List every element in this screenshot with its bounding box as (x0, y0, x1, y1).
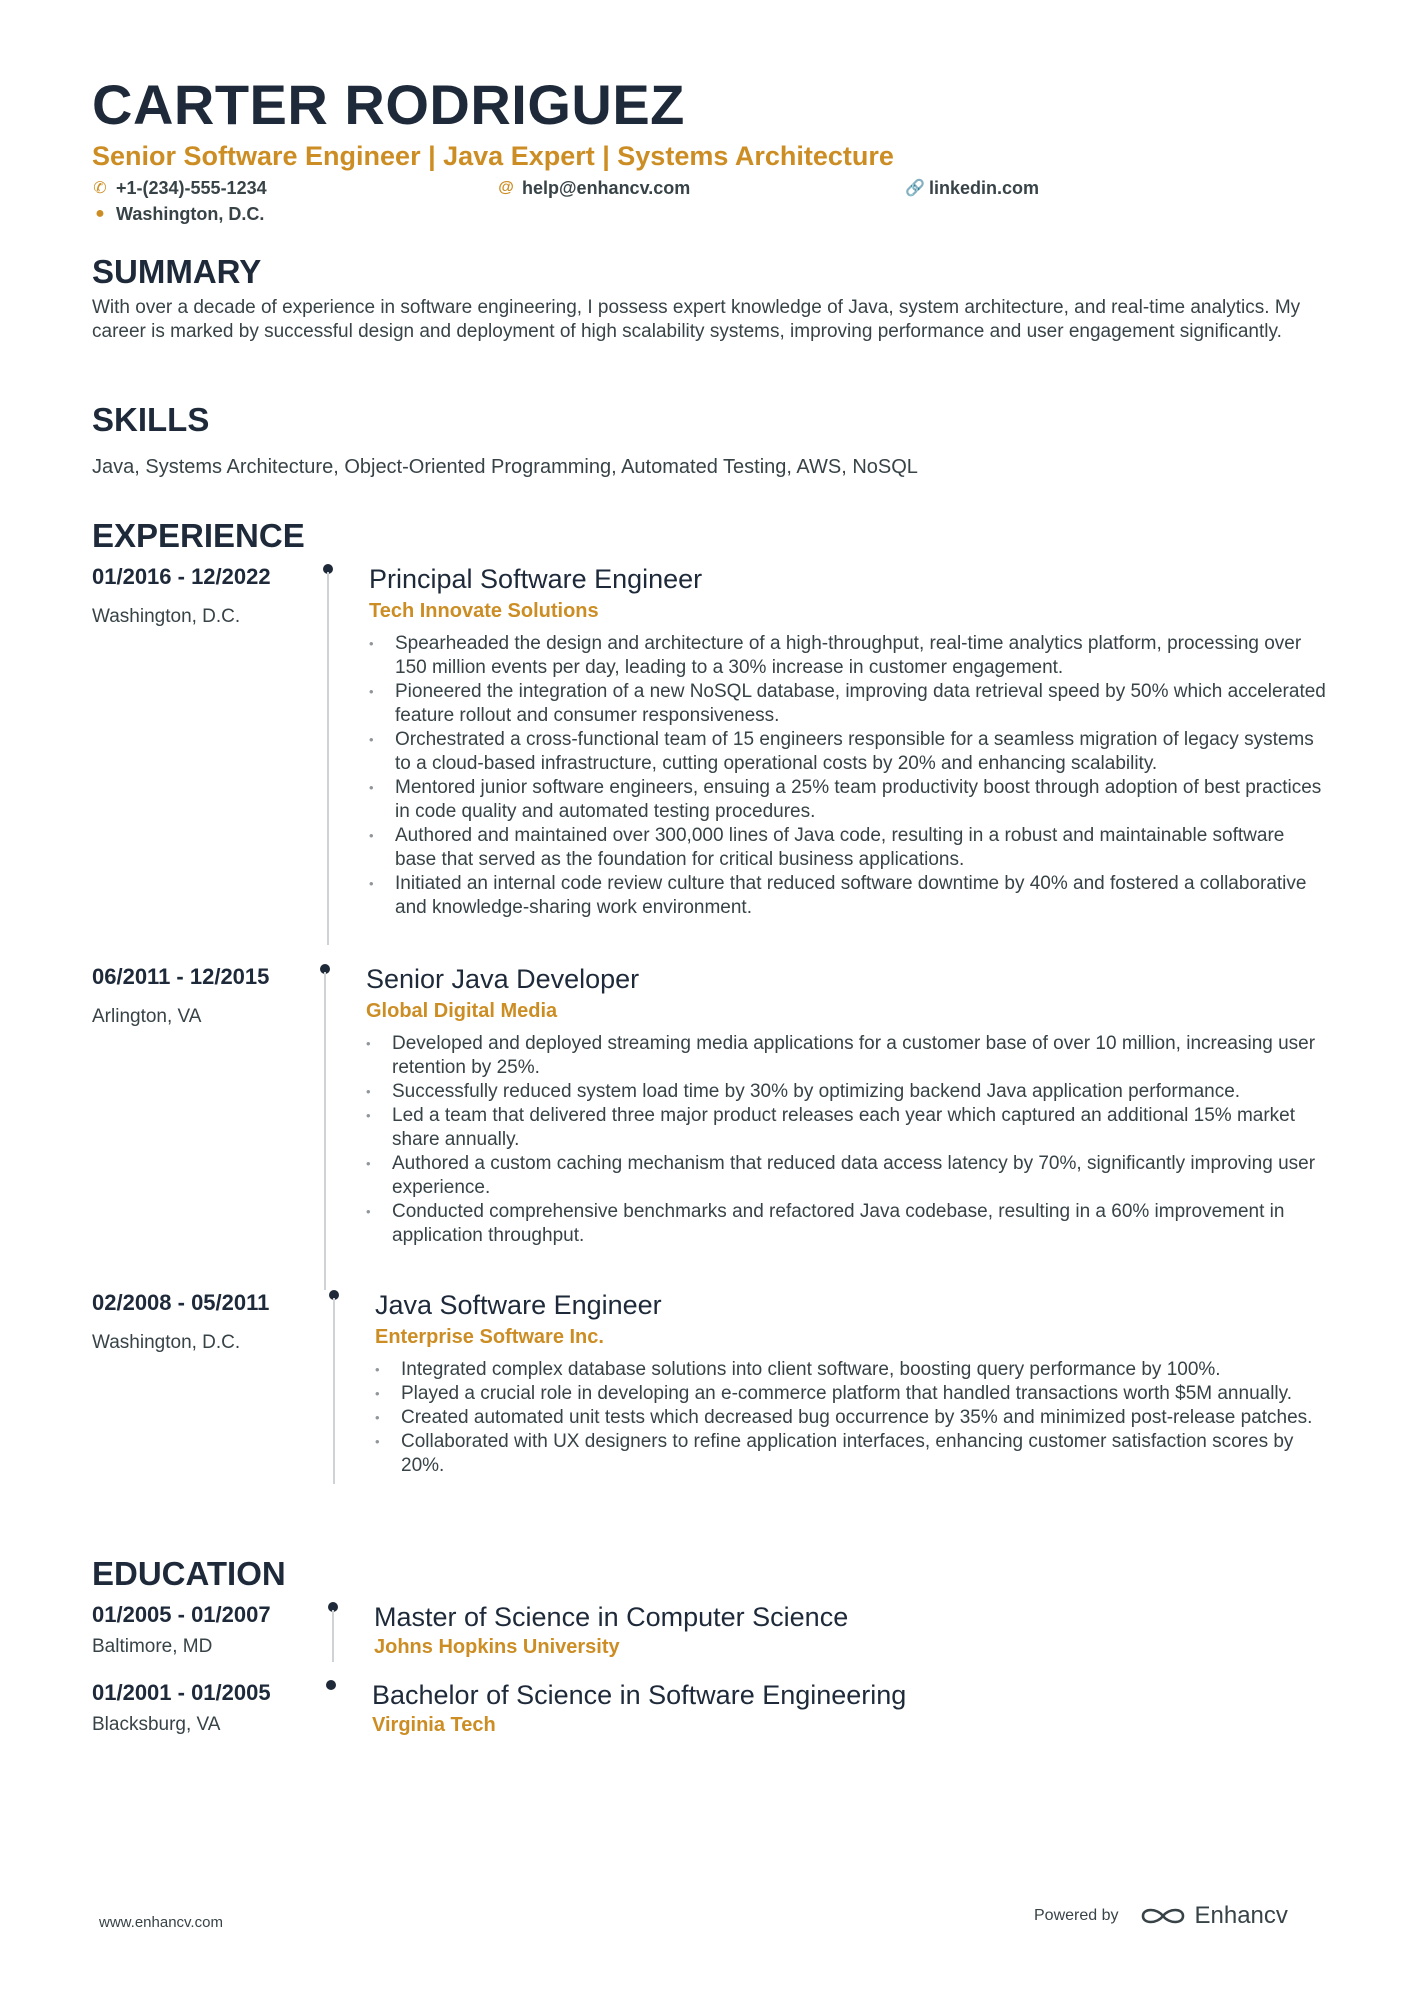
contact-linkedin[interactable] (905, 178, 1039, 199)
entry-dates: 01/2005 - 01/2007 (92, 1602, 271, 1627)
entry-location: Washington, D.C. (92, 606, 241, 627)
timeline-line (327, 572, 329, 945)
resume-page (92, 73, 1332, 1736)
timeline-dot (326, 1680, 336, 1690)
experience-entry (92, 964, 1332, 1284)
entry-school: Virginia Tech (372, 1714, 496, 1736)
contact-info (92, 178, 1332, 234)
entry-dates: 02/2008 - 05/2011 (92, 1290, 270, 1315)
entry-location: Blacksburg, VA (92, 1714, 221, 1735)
list-item: • Played a crucial role in developing an e-commerce platform that handled transactions worth $5M annually. (373, 1382, 1333, 1406)
phone-icon: ✆ (93, 180, 107, 198)
entry-company: Enterprise Software Inc. (375, 1326, 604, 1348)
list-item: • Pioneered the integration of a new NoSQL database, improving data retrieval speed by 50% which accelerated feature rollout and consumer responsiveness. (367, 680, 1327, 728)
list-item: • Collaborated with UX designers to refine application interfaces, enhancing customer satisfaction scores by 20%. (373, 1430, 1333, 1478)
experience-section (92, 516, 1332, 556)
candidate-name: CARTER RODRIGUEZ (92, 73, 685, 136)
experience-entry (92, 1290, 1332, 1540)
location-pin-icon: ● (95, 205, 105, 223)
entry-school: Johns Hopkins University (374, 1636, 620, 1658)
summary-text: With over a decade of experience in software engineering, I possess expert knowledge of Java, system architecture, and real-time analytics. My career is marked by successful design and deployment of high scalability systems, improving performance and user engagement significantly. (92, 296, 1301, 342)
link-icon: 🔗 (905, 180, 925, 198)
phone-text: +1-(234)-555-1234 (116, 177, 267, 198)
entry-degree: Master of Science in Computer Science (374, 1602, 849, 1632)
entry-bullets (367, 632, 1327, 920)
list-item: • Mentored junior software engineers, ensuing a 25% team productivity boost through adoption of best practices in code quality and automated testing procedures. (367, 776, 1327, 824)
entry-dates: 01/2016 - 12/2022 (92, 564, 271, 589)
enhancv-logo[interactable] (1139, 1902, 1288, 1930)
contact-email[interactable] (498, 178, 690, 199)
linkedin-text: linkedin.com (929, 177, 1040, 198)
list-item: • Integrated complex database solutions into client software, boosting query performance by 100%. (373, 1358, 1333, 1382)
list-item: • Orchestrated a cross-functional team of 15 engineers responsible for a seamless migration of legacy systems to a cloud-based infrastructure, cutting operational costs by 20% and enhancing scalability. (367, 728, 1327, 776)
entry-degree: Bachelor of Science in Software Engineering (372, 1680, 907, 1710)
skills-heading: SKILLS (92, 401, 210, 438)
education-heading: EDUCATION (92, 1555, 286, 1592)
list-item: • Spearheaded the design and architecture of a high-throughput, real-time analytics platform, processing over 150 million events per day, leading to a 30% increase in customer engagement. (367, 632, 1327, 680)
experience-heading: EXPERIENCE (92, 517, 305, 554)
list-item: • Led a team that delivered three major product releases each year which captured an additional 15% market share annually. (364, 1104, 1324, 1152)
list-item: • Authored and maintained over 300,000 lines of Java code, resulting in a robust and maintainable software base that served as the foundation for critical business applications. (367, 824, 1327, 872)
entry-role: Principal Software Engineer (369, 564, 703, 594)
entry-location: Arlington, VA (92, 1006, 202, 1027)
summary-heading: SUMMARY (92, 253, 262, 290)
entry-bullets (373, 1358, 1333, 1478)
entry-location: Washington, D.C. (92, 1332, 241, 1353)
list-item: • Successfully reduced system load time by 30% by optimizing backend Java application performance. (364, 1080, 1324, 1104)
entry-company: Global Digital Media (366, 1000, 558, 1022)
entry-bullets (364, 1032, 1324, 1248)
entry-dates: 06/2011 - 12/2015 (92, 964, 270, 989)
powered-by-text: Powered by (1034, 1907, 1119, 1924)
brand-text: Enhancv (1194, 1902, 1288, 1929)
skills-section (92, 400, 1332, 480)
list-item: • Conducted comprehensive benchmarks and refactored Java codebase, resulting in a 60% improvement in application throughput. (364, 1200, 1324, 1248)
email-text: help@enhancv.com (522, 177, 691, 198)
candidate-title: Senior Software Engineer | Java Expert | Systems Architecture (92, 140, 894, 171)
entry-company: Tech Innovate Solutions (369, 600, 599, 622)
list-item: • Initiated an internal code review culture that reduced software downtime by 40% and fostered a collaborative and knowledge-sharing work environment. (367, 872, 1327, 920)
entry-location: Baltimore, MD (92, 1636, 213, 1657)
contact-phone[interactable] (92, 178, 267, 199)
timeline-line (332, 1610, 334, 1662)
education-section (92, 1554, 1332, 1594)
contact-location (92, 204, 264, 225)
footer-branding (1034, 1902, 1288, 1930)
at-icon: @ (498, 179, 514, 197)
summary-section (92, 252, 1332, 344)
timeline-line (324, 972, 326, 1290)
experience-entry (92, 564, 1332, 954)
footer-website[interactable]: www.enhancv.com (99, 1914, 223, 1931)
entry-role: Java Software Engineer (375, 1290, 662, 1320)
list-item: • Developed and deployed streaming media applications for a customer base of over 10 million, increasing user retention by 25%. (364, 1032, 1324, 1080)
entry-role: Senior Java Developer (366, 964, 640, 994)
skills-text: Java, Systems Architecture, Object-Oriented Programming, Automated Testing, AWS, NoSQL (92, 455, 918, 478)
timeline-line (333, 1298, 335, 1484)
education-entry (92, 1680, 1332, 1750)
list-item: • Created automated unit tests which decreased bug occurrence by 35% and minimized post-release patches. (373, 1406, 1333, 1430)
entry-dates: 01/2001 - 01/2005 (92, 1680, 271, 1705)
location-text: Washington, D.C. (116, 203, 265, 224)
education-entry (92, 1602, 1332, 1672)
infinity-logo-icon (1139, 1904, 1187, 1928)
list-item: • Authored a custom caching mechanism that reduced data access latency by 70%, significantly improving user experience. (364, 1152, 1324, 1200)
